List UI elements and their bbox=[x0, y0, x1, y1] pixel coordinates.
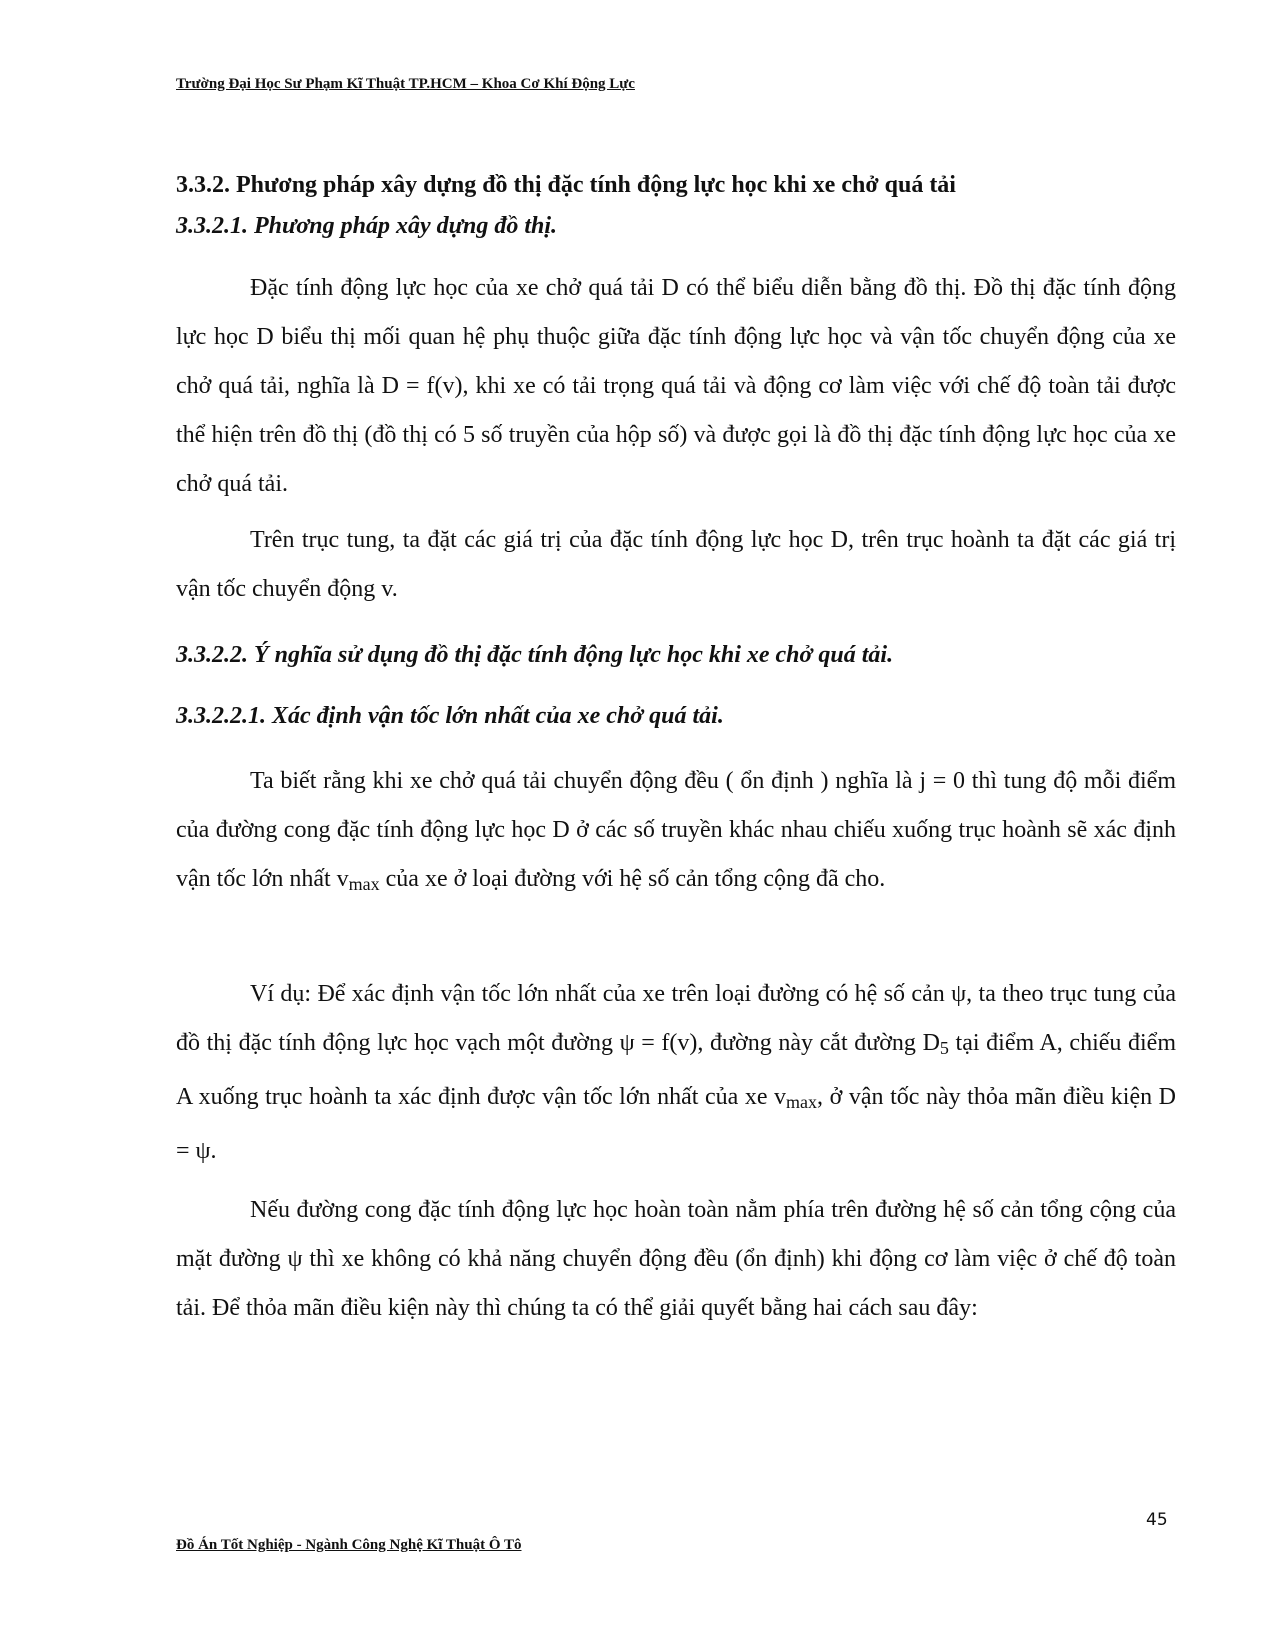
subscript-5: 5 bbox=[939, 1038, 949, 1058]
page-number: 45 bbox=[1146, 1510, 1168, 1530]
subsection-title-3: 3.3.2.2.1. Xác định vận tốc lớn nhất của xe chở quá tải. bbox=[176, 703, 724, 729]
subscript-max: max bbox=[348, 874, 380, 894]
subscript-max: max bbox=[786, 1092, 818, 1112]
paragraph-5: Nếu đường cong đặc tính động lực học hoàn toàn nằm phía trên đường hệ số cản tổng cộng của mặt đường ψ thì xe không có khả năng chuyển động đều (ổn định) khi động cơ làm việc ở chế độ toàn tải. Để thỏa mãn điều kiện này thì chúng ta có thể giải quyết bằng hai cách sau đây: bbox=[176, 1197, 1176, 1321]
section-title: 3.3.2. Phương pháp xây dựng đồ thị đặc tính động lực học khi xe chở quá tải bbox=[176, 172, 956, 198]
page-footer: Đồ Án Tốt Nghiệp - Ngành Công Nghệ Kĩ Thuật Ô Tô bbox=[176, 1537, 522, 1553]
paragraph-2: Trên trục tung, ta đặt các giá trị của đặc tính động lực học D, trên trục hoành ta đặt các giá trị vận tốc chuyển động v. bbox=[176, 527, 1176, 602]
subsection-title-2: 3.3.2.2. Ý nghĩa sử dụng đồ thị đặc tính động lực học khi xe chở quá tải. bbox=[176, 642, 894, 668]
paragraph-1: Đặc tính động lực học của xe chở quá tải D có thể biểu diễn bằng đồ thị. Đồ thị đặc tính động lực học D biểu thị mối quan hệ phụ thuộc giữa đặc tính động lực học và vận tốc chuyển động của xe chở quá tải, nghĩa là D = f(v), khi xe có tải trọng quá tải và động cơ làm việc với chế độ toàn tải được thể hiện trên đồ thị (đồ thị có 5 số truyền của hộp số) và được gọi là đồ thị đặc tính động lực học của xe chở quá tải. bbox=[176, 275, 1176, 497]
subsection-title-1: 3.3.2.1. Phương pháp xây dựng đồ thị. bbox=[176, 213, 558, 239]
paragraph-3: Ta biết rằng khi xe chở quá tải chuyển động đều ( ổn định ) nghĩa là j = 0 thì tung độ mỗi điểm của đường cong đặc tính động lực học D ở các số truyền khác nhau chiếu xuống trục hoành sẽ xác định vận tốc lớn nhất $v_{max}$ của xe ở loại đường với hệ số cản tổng cộng đã cho. bbox=[176, 768, 1176, 894]
page-header: Trường Đại Học Sư Phạm Kĩ Thuật TP.HCM – Khoa Cơ Khí Động Lực bbox=[176, 76, 635, 92]
paragraph-4: Ví dụ: Để xác định vận tốc lớn nhất của xe trên loại đường có hệ số cản ψ, ta theo trục tung của đồ thị đặc tính động lực học vạch một đường ψ = f(v), đường này cắt đường $D_5$ tại điểm A, chiếu điểm A xuống trục hoành ta xác định được vận tốc lớn nhất của xe $v_{max}$, ở vận tốc này thỏa mãn điều kiện D = ψ. bbox=[176, 981, 1177, 1164]
